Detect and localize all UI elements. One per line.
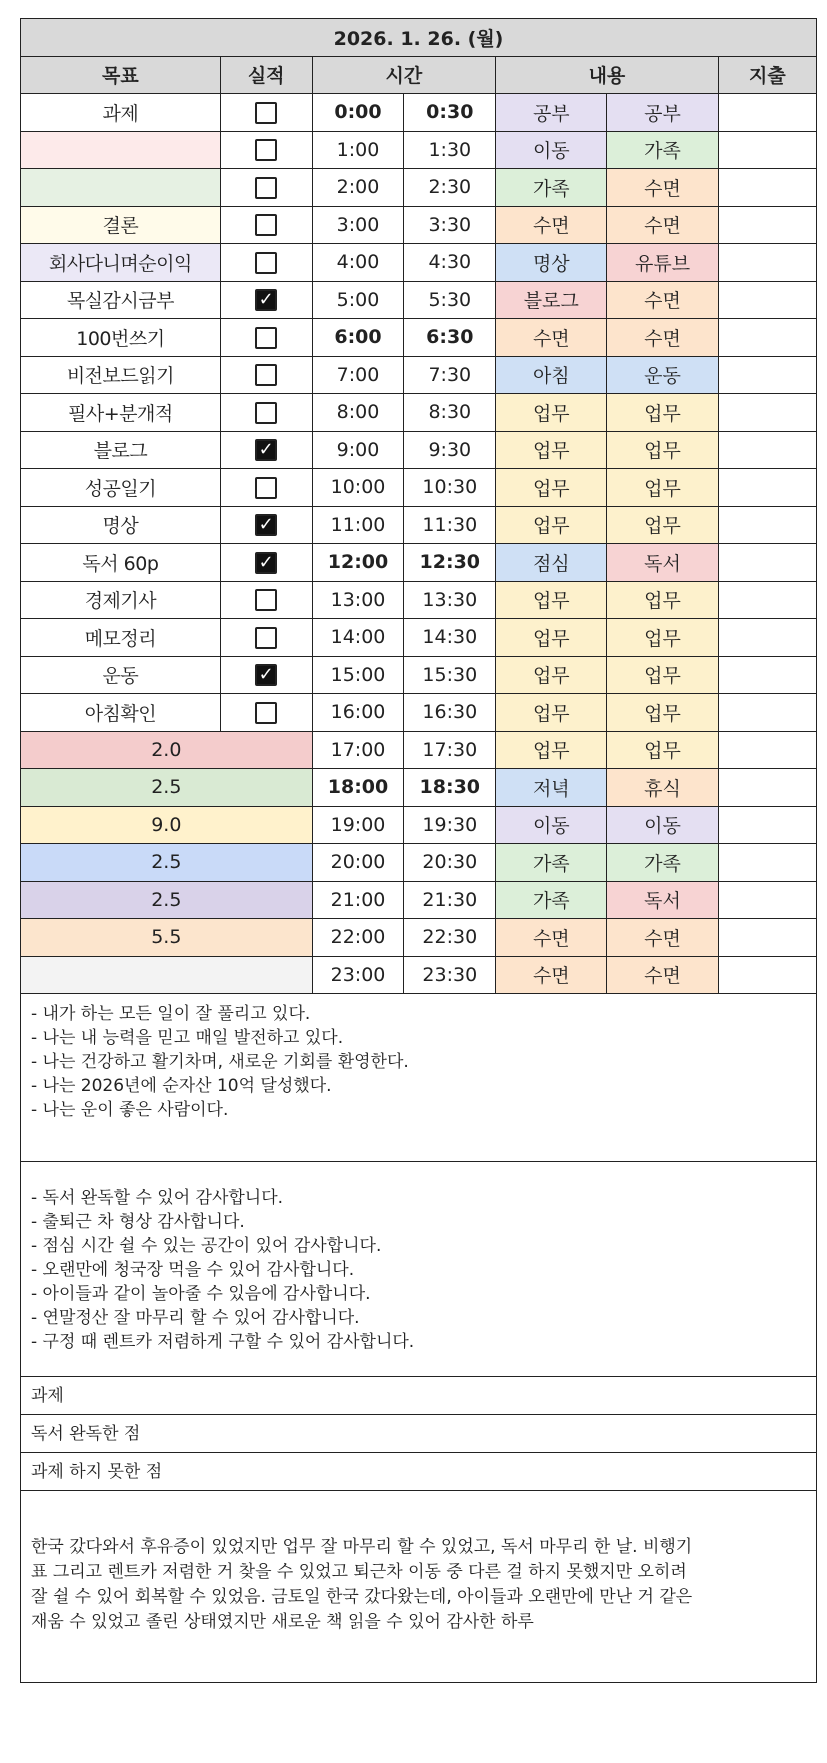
activity-1: 아침 [496, 356, 607, 394]
done-cell [220, 94, 312, 132]
time-end: 2:30 [404, 169, 496, 207]
unchecked-checkbox[interactable] [255, 252, 277, 274]
date-title: 2026. 1. 26. (월) [21, 19, 817, 57]
time-start: 3:00 [312, 206, 404, 244]
time-end: 8:30 [404, 394, 496, 432]
time-end: 9:30 [404, 431, 496, 469]
expense-cell [718, 544, 816, 582]
done-cell [220, 619, 312, 657]
schedule-row [21, 356, 817, 394]
goal-cell: 100번쓰기 [21, 319, 221, 357]
time-end: 14:30 [404, 619, 496, 657]
activity-1: 업무 [496, 394, 607, 432]
activity-2: 수면 [607, 206, 718, 244]
activity-1: 명상 [496, 244, 607, 282]
expense-cell [718, 244, 816, 282]
done-cell [220, 319, 312, 357]
time-start: 8:00 [312, 394, 404, 432]
reflection-line: 표 그리고 렌트카 저렴한 거 찾을 수 있었고 퇴근차 이동 중 다른 걸 하지 못했지만 오히려 [31, 1562, 687, 1582]
activity-1: 업무 [496, 731, 607, 769]
activity-1: 가족 [496, 844, 607, 882]
hours-summary: 2.0 [21, 731, 313, 769]
done-cell [220, 394, 312, 432]
activity-2: 수면 [607, 956, 718, 994]
task-row: 과제 [20, 1377, 817, 1415]
done-cell [220, 544, 312, 582]
affirmation-line: - 내가 하는 모든 일이 잘 풀리고 있다. [31, 1004, 311, 1024]
expense-cell [718, 844, 816, 882]
activity-1: 업무 [496, 469, 607, 507]
time-start: 7:00 [312, 356, 404, 394]
activity-2: 독서 [607, 881, 718, 919]
expense-cell [718, 94, 816, 132]
unchecked-checkbox[interactable] [255, 402, 277, 424]
time-end: 18:30 [404, 769, 496, 807]
done-cell [220, 469, 312, 507]
activity-1: 업무 [496, 506, 607, 544]
unchecked-checkbox[interactable] [255, 702, 277, 724]
goal-cell: 회사다니며순이익 [21, 244, 221, 282]
gratitude-line: - 오랜만에 청국장 먹을 수 있어 감사합니다. [31, 1260, 355, 1280]
time-start: 21:00 [312, 881, 404, 919]
expense-cell [718, 881, 816, 919]
content-header: 내용 [496, 56, 718, 94]
summary-row [21, 731, 817, 769]
affirmations-section [20, 994, 817, 1162]
schedule-row [21, 94, 817, 132]
summary-row [21, 769, 817, 807]
time-end: 10:30 [404, 469, 496, 507]
schedule-row [21, 431, 817, 469]
schedule-row [21, 206, 817, 244]
schedule-row [21, 619, 817, 657]
schedule-row [21, 394, 817, 432]
goal-cell: 독서 60p [21, 544, 221, 582]
hours-summary [21, 956, 313, 994]
time-end: 21:30 [404, 881, 496, 919]
checked-checkbox[interactable]: ✓ [255, 514, 277, 536]
hours-summary: 2.5 [21, 844, 313, 882]
activity-2: 업무 [607, 469, 718, 507]
activity-2: 가족 [607, 844, 718, 882]
expense-cell [718, 281, 816, 319]
activity-2: 업무 [607, 656, 718, 694]
expense-cell [718, 656, 816, 694]
header-row [21, 56, 817, 94]
time-start: 18:00 [312, 769, 404, 807]
done-cell [220, 169, 312, 207]
schedule-row [21, 244, 817, 282]
done-cell [220, 506, 312, 544]
activity-1: 수면 [496, 206, 607, 244]
time-start: 15:00 [312, 656, 404, 694]
reflection-line: 잘 쉴 수 있어 회복할 수 있었음. 금토일 한국 갔다왔는데, 아이들과 오랜만에 만난 거 같은 [31, 1587, 693, 1607]
unchecked-checkbox[interactable] [255, 214, 277, 236]
activity-1: 가족 [496, 881, 607, 919]
activity-2: 업무 [607, 394, 718, 432]
good-point-row: 독서 완독한 점 [20, 1415, 817, 1453]
goal-cell: 명상 [21, 506, 221, 544]
activity-2: 수면 [607, 169, 718, 207]
time-start: 10:00 [312, 469, 404, 507]
done-cell [220, 581, 312, 619]
time-start: 1:00 [312, 131, 404, 169]
activity-1: 블로그 [496, 281, 607, 319]
expense-cell [718, 319, 816, 357]
schedule-row [21, 469, 817, 507]
checked-checkbox[interactable]: ✓ [255, 552, 277, 574]
time-end: 1:30 [404, 131, 496, 169]
time-header: 시간 [312, 56, 496, 94]
activity-2: 업무 [607, 431, 718, 469]
schedule-row [21, 656, 817, 694]
time-start: 5:00 [312, 281, 404, 319]
schedule-row [21, 544, 817, 582]
expense-cell [718, 206, 816, 244]
activity-2: 가족 [607, 131, 718, 169]
goal-cell: 비전보드읽기 [21, 356, 221, 394]
expense-cell [718, 806, 816, 844]
activity-1: 가족 [496, 169, 607, 207]
goal-cell: 아침확인 [21, 694, 221, 732]
time-start: 14:00 [312, 619, 404, 657]
time-end: 23:30 [404, 956, 496, 994]
time-start: 16:00 [312, 694, 404, 732]
schedule-table [20, 18, 817, 994]
done-cell [220, 206, 312, 244]
time-end: 17:30 [404, 731, 496, 769]
time-start: 0:00 [312, 94, 404, 132]
activity-2: 수면 [607, 919, 718, 957]
time-end: 11:30 [404, 506, 496, 544]
gratitude-line: - 점심 시간 쉴 수 있는 공간이 있어 감사합니다. [31, 1236, 382, 1256]
time-end: 13:30 [404, 581, 496, 619]
unchecked-checkbox[interactable] [255, 589, 277, 611]
activity-1: 저녁 [496, 769, 607, 807]
time-end: 5:30 [404, 281, 496, 319]
checked-checkbox[interactable]: ✓ [255, 289, 277, 311]
unchecked-checkbox[interactable] [255, 627, 277, 649]
activity-1: 공부 [496, 94, 607, 132]
done-cell [220, 656, 312, 694]
activity-1: 업무 [496, 656, 607, 694]
time-end: 12:30 [404, 544, 496, 582]
summary-row [21, 806, 817, 844]
time-end: 20:30 [404, 844, 496, 882]
activity-2: 업무 [607, 694, 718, 732]
hours-summary: 9.0 [21, 806, 313, 844]
expense-header: 지출 [718, 56, 816, 94]
activity-2: 수면 [607, 319, 718, 357]
unchecked-checkbox[interactable] [255, 139, 277, 161]
time-start: 19:00 [312, 806, 404, 844]
checked-checkbox[interactable]: ✓ [255, 664, 277, 686]
reflection-line: 재움 수 있었고 졸린 상태였지만 새로운 책 읽을 수 있어 감사한 하루 [31, 1612, 534, 1632]
gratitude-line: - 구정 때 렌트카 저렴하게 구할 수 있어 감사합니다. [31, 1332, 415, 1352]
activity-1: 이동 [496, 806, 607, 844]
expense-cell [718, 506, 816, 544]
time-start: 22:00 [312, 919, 404, 957]
activity-1: 수면 [496, 919, 607, 957]
goal-cell: 운동 [21, 656, 221, 694]
expense-cell [718, 581, 816, 619]
expense-cell [718, 769, 816, 807]
expense-cell [718, 694, 816, 732]
gratitude-section [20, 1162, 817, 1377]
time-start: 12:00 [312, 544, 404, 582]
done-cell [220, 431, 312, 469]
activity-1: 업무 [496, 431, 607, 469]
schedule-row [21, 581, 817, 619]
expense-cell [718, 169, 816, 207]
schedule-row [21, 169, 817, 207]
goal-cell: 결론 [21, 206, 221, 244]
gratitude-line: - 아이들과 같이 놀아줄 수 있음에 감사합니다. [31, 1284, 371, 1304]
time-end: 7:30 [404, 356, 496, 394]
activity-2: 업무 [607, 731, 718, 769]
activity-1: 수면 [496, 319, 607, 357]
schedule-row [21, 319, 817, 357]
affirmation-line: - 나는 2026년에 순자산 10억 달성했다. [31, 1076, 332, 1096]
expense-cell [718, 919, 816, 957]
unchecked-checkbox[interactable] [255, 327, 277, 349]
unchecked-checkbox[interactable] [255, 177, 277, 199]
expense-cell [718, 731, 816, 769]
goal-cell: 경제기사 [21, 581, 221, 619]
expense-cell [718, 394, 816, 432]
done-cell [220, 694, 312, 732]
activity-2: 업무 [607, 581, 718, 619]
expense-cell [718, 131, 816, 169]
time-end: 19:30 [404, 806, 496, 844]
gratitude-line: - 독서 완독할 수 있어 감사합니다. [31, 1188, 284, 1208]
goal-cell: 블로그 [21, 431, 221, 469]
activity-2: 독서 [607, 544, 718, 582]
activity-2: 운동 [607, 356, 718, 394]
affirmation-line: - 나는 운이 좋은 사람이다. [31, 1100, 229, 1120]
goal-cell: 목실감시금부 [21, 281, 221, 319]
done-header: 실적 [220, 56, 312, 94]
title-row [21, 19, 817, 57]
time-end: 22:30 [404, 919, 496, 957]
time-start: 13:00 [312, 581, 404, 619]
activity-2: 이동 [607, 806, 718, 844]
time-start: 17:00 [312, 731, 404, 769]
time-end: 0:30 [404, 94, 496, 132]
time-end: 4:30 [404, 244, 496, 282]
schedule-row [21, 694, 817, 732]
hours-summary: 2.5 [21, 881, 313, 919]
gratitude-line: - 출퇴근 차 형상 감사합니다. [31, 1212, 245, 1232]
expense-cell [718, 356, 816, 394]
unchecked-checkbox[interactable] [255, 477, 277, 499]
activity-1: 수면 [496, 956, 607, 994]
affirmation-line: - 나는 내 능력을 믿고 매일 발전하고 있다. [31, 1028, 344, 1048]
activity-1: 이동 [496, 131, 607, 169]
goal-cell [21, 169, 221, 207]
activity-2: 수면 [607, 281, 718, 319]
goal-cell: 성공일기 [21, 469, 221, 507]
goal-cell: 과제 [21, 94, 221, 132]
time-end: 3:30 [404, 206, 496, 244]
activity-1: 업무 [496, 694, 607, 732]
activity-1: 업무 [496, 619, 607, 657]
activity-2: 휴식 [607, 769, 718, 807]
activity-1: 업무 [496, 581, 607, 619]
reflection-section [20, 1491, 817, 1683]
done-cell [220, 131, 312, 169]
hours-summary: 5.5 [21, 919, 313, 957]
time-end: 15:30 [404, 656, 496, 694]
time-start: 2:00 [312, 169, 404, 207]
affirmation-line: - 나는 건강하고 활기차며, 새로운 기회를 환영한다. [31, 1052, 409, 1072]
activity-2: 공부 [607, 94, 718, 132]
expense-cell [718, 469, 816, 507]
expense-cell [718, 619, 816, 657]
expense-cell [718, 956, 816, 994]
activity-2: 유튜브 [607, 244, 718, 282]
time-start: 6:00 [312, 319, 404, 357]
goal-header: 목표 [21, 56, 221, 94]
time-start: 20:00 [312, 844, 404, 882]
unchecked-checkbox[interactable] [255, 364, 277, 386]
schedule-row [21, 281, 817, 319]
summary-row [21, 956, 817, 994]
gratitude-line: - 연말정산 잘 마무리 할 수 있어 감사합니다. [31, 1308, 360, 1328]
activity-2: 업무 [607, 619, 718, 657]
done-cell [220, 281, 312, 319]
schedule-row [21, 506, 817, 544]
checked-checkbox[interactable]: ✓ [255, 439, 277, 461]
activity-1: 점심 [496, 544, 607, 582]
time-start: 11:00 [312, 506, 404, 544]
unchecked-checkbox[interactable] [255, 102, 277, 124]
goal-cell: 필사+분개적 [21, 394, 221, 432]
time-end: 6:30 [404, 319, 496, 357]
goal-cell [21, 131, 221, 169]
hours-summary: 2.5 [21, 769, 313, 807]
bad-point-row: 과제 하지 못한 점 [20, 1453, 817, 1491]
time-start: 9:00 [312, 431, 404, 469]
daily-planner [20, 18, 817, 1683]
summary-row [21, 844, 817, 882]
schedule-row [21, 131, 817, 169]
time-end: 16:30 [404, 694, 496, 732]
done-cell [220, 356, 312, 394]
reflection-line: 한국 갔다와서 후유증이 있었지만 업무 잘 마무리 할 수 있었고, 독서 마무리 한 날. 비행기 [31, 1537, 693, 1557]
time-start: 4:00 [312, 244, 404, 282]
summary-row [21, 881, 817, 919]
time-start: 23:00 [312, 956, 404, 994]
done-cell [220, 244, 312, 282]
activity-2: 업무 [607, 506, 718, 544]
summary-row [21, 919, 817, 957]
goal-cell: 메모정리 [21, 619, 221, 657]
expense-cell [718, 431, 816, 469]
